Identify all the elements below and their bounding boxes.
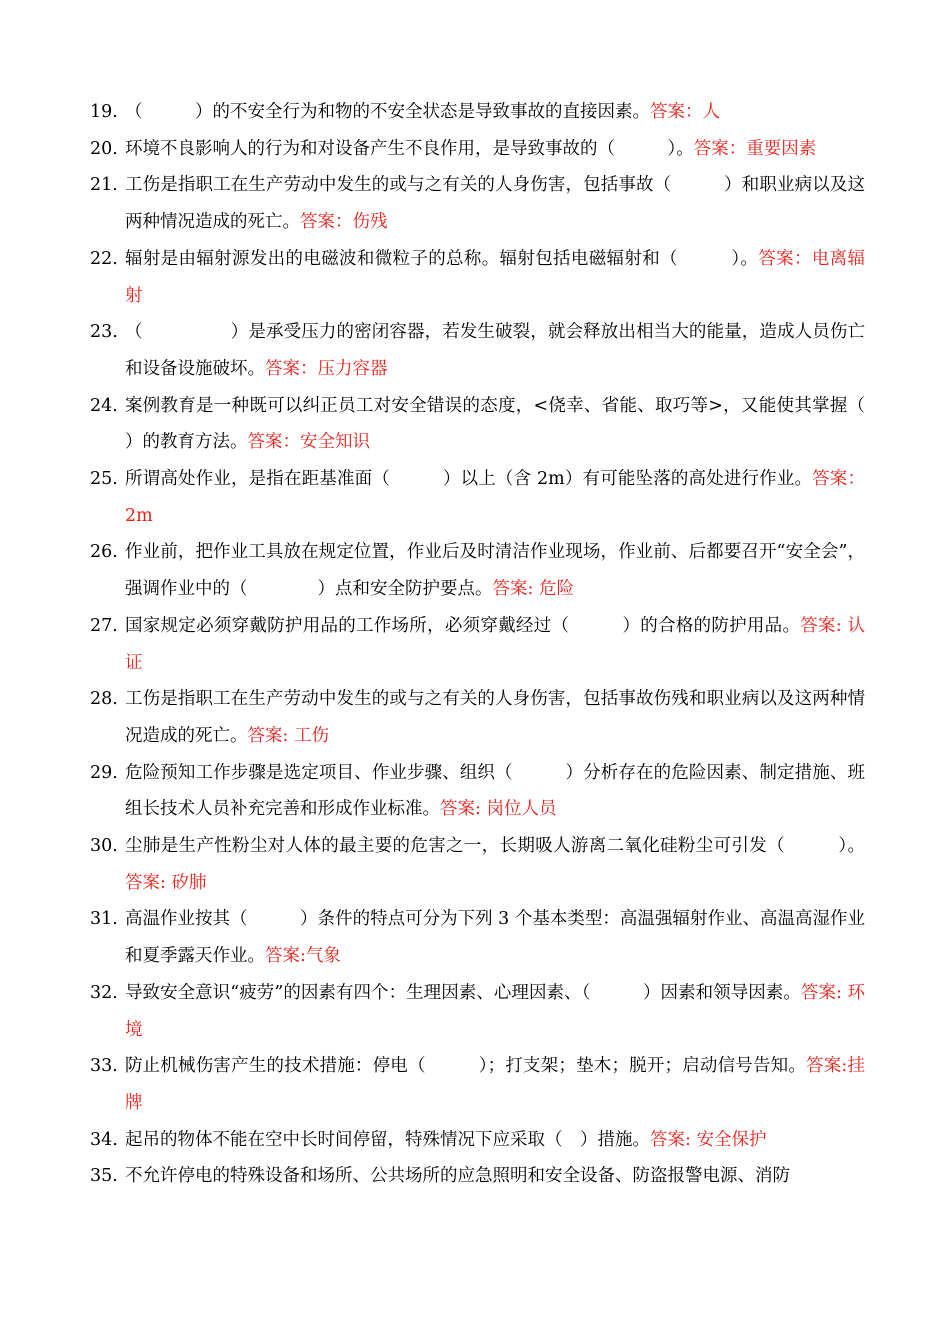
question-text: 危险预知工作步骤是选定项目、作业步骤、组织（ ）分析存在的危险因素、制定措施、班组长技术人员补充完善和形成作业标准。 bbox=[125, 762, 865, 820]
question-item bbox=[90, 681, 865, 754]
question-number: 32. bbox=[90, 982, 118, 1003]
answer-text: 答案：电离辐射 bbox=[125, 248, 866, 306]
answer-text: 答案：人 bbox=[650, 102, 720, 122]
question-text: 不允许停电的特殊设备和场所、公共场所的应急照明和安全设备、防盗报警电源、消防 bbox=[125, 1166, 790, 1187]
question-number: 26. bbox=[90, 542, 118, 563]
question-number: 35. bbox=[90, 1166, 118, 1187]
question-text: 所谓高处作业，是指在距基准面（ ）以上（含 2m）有可能坠落的高处进行作业。 bbox=[125, 469, 813, 490]
question-number: 23. bbox=[90, 322, 118, 343]
answer-text: 答案：重要因素 bbox=[693, 138, 817, 159]
question-item bbox=[90, 975, 865, 1048]
answer-text: 答案: 安全保护 bbox=[650, 1129, 767, 1150]
answer-text: 答案：2m bbox=[125, 469, 865, 526]
question-number: 34. bbox=[90, 1129, 118, 1150]
question-number: 19. bbox=[90, 102, 118, 122]
question-text: 案例教育是一种既可以纠正员工对安全错误的态度，<侥幸、省能、取巧等>，又能使其掌握（ ）的教育方法。 bbox=[125, 395, 918, 453]
question-number: 24. bbox=[90, 395, 118, 416]
question-item bbox=[90, 534, 865, 607]
question-item bbox=[90, 1122, 865, 1159]
answer-text: 答案: 环境 bbox=[125, 982, 865, 1040]
question-text: （ ）是承受压力的密闭容器，若发生破裂，就会释放出相当大的能量，造成人员伤亡和设备设施破坏。 bbox=[125, 322, 865, 379]
question-text: 防止机械伤害产生的技术措施：停电（ ）；打支架；垫木；脱开；启动信号告知。 bbox=[125, 1056, 807, 1077]
answer-text: 答案: 认证 bbox=[125, 615, 866, 673]
question-list bbox=[90, 94, 918, 1195]
question-item bbox=[90, 461, 865, 534]
question-number: 27. bbox=[90, 615, 118, 636]
question-text: 工伤是指职工在生产劳动中发生的或与之有关的人身伤害，包括事故伤残和职业病以及这两种情况造成的死亡。 bbox=[125, 689, 865, 746]
question-number: 22. bbox=[90, 248, 118, 269]
question-item bbox=[90, 1158, 865, 1195]
answer-text: 答案：安全知识 bbox=[247, 432, 370, 453]
question-number: 20. bbox=[90, 138, 118, 159]
question-item bbox=[90, 388, 918, 461]
question-number: 33. bbox=[90, 1056, 118, 1077]
question-item bbox=[90, 167, 865, 240]
question-item bbox=[90, 1048, 865, 1121]
answer-text: 答案: 岗位人员 bbox=[440, 799, 557, 820]
question-number: 30. bbox=[90, 836, 118, 857]
question-item bbox=[90, 131, 865, 168]
question-item bbox=[90, 94, 865, 131]
question-number: 29. bbox=[90, 762, 118, 783]
question-number: 25. bbox=[90, 469, 118, 490]
answer-text: 答案: 工伤 bbox=[247, 725, 329, 746]
question-item bbox=[90, 755, 865, 828]
question-text: 高温作业按其（ ）条件的特点可分为下列 3 个基本类型：高温强辐射作业、高温高湿作业和夏季露天作业。 bbox=[125, 909, 865, 967]
answer-text: 答案:气象 bbox=[265, 946, 341, 967]
question-number: 31. bbox=[90, 909, 118, 930]
question-text: （ ）的不安全行为和物的不安全状态是导致事故的直接因素。 bbox=[125, 102, 650, 122]
answer-text: 答案：压力容器 bbox=[265, 358, 388, 379]
question-item bbox=[90, 608, 865, 681]
answer-text: 答案: 矽肺 bbox=[125, 872, 207, 893]
question-text: 尘肺是生产性粉尘对人体的最主要的危害之一，长期吸人游离二氧化硅粉尘可引发（ ）。 bbox=[125, 836, 865, 857]
question-text: 国家规定必须穿戴防护用品的工作场所，必须穿戴经过（ ）的合格的防护用品。 bbox=[125, 615, 801, 636]
question-text: 环境不良影响人的行为和对设备产生不良作用，是导致事故的（ ）。 bbox=[125, 138, 694, 159]
question-item bbox=[90, 241, 865, 314]
question-text: 导致安全意识“疲劳”的因素有四个：生理因素、心理因素、（ ）因素和领导因素。 bbox=[125, 982, 801, 1003]
question-text: 起吊的物体不能在空中长时间停留，特殊情况下应采取（ ）措施。 bbox=[125, 1129, 650, 1150]
answer-text: 答案: 危险 bbox=[492, 579, 574, 600]
question-number: 21. bbox=[90, 175, 118, 196]
question-number: 28. bbox=[90, 689, 118, 710]
question-item bbox=[90, 314, 865, 387]
question-item bbox=[90, 901, 865, 974]
answer-text: 答案：伤残 bbox=[300, 212, 388, 233]
question-text: 工伤是指职工在生产劳动中发生的或与之有关的人身伤害，包括事故（ ）和职业病以及这两种情况造成的死亡。 bbox=[125, 175, 865, 233]
question-text: 作业前，把作业工具放在规定位置，作业后及时清洁作业现场，作业前、后都要召开“安全会”，强调作业中的（ ）点和安全防护要点。 bbox=[125, 542, 865, 600]
answer-text: 答案:挂牌 bbox=[125, 1056, 865, 1113]
question-item bbox=[90, 828, 865, 901]
question-text: 辐射是由辐射源发出的电磁波和微粒子的总称。辐射包括电磁辐射和（ ）。 bbox=[125, 248, 759, 269]
